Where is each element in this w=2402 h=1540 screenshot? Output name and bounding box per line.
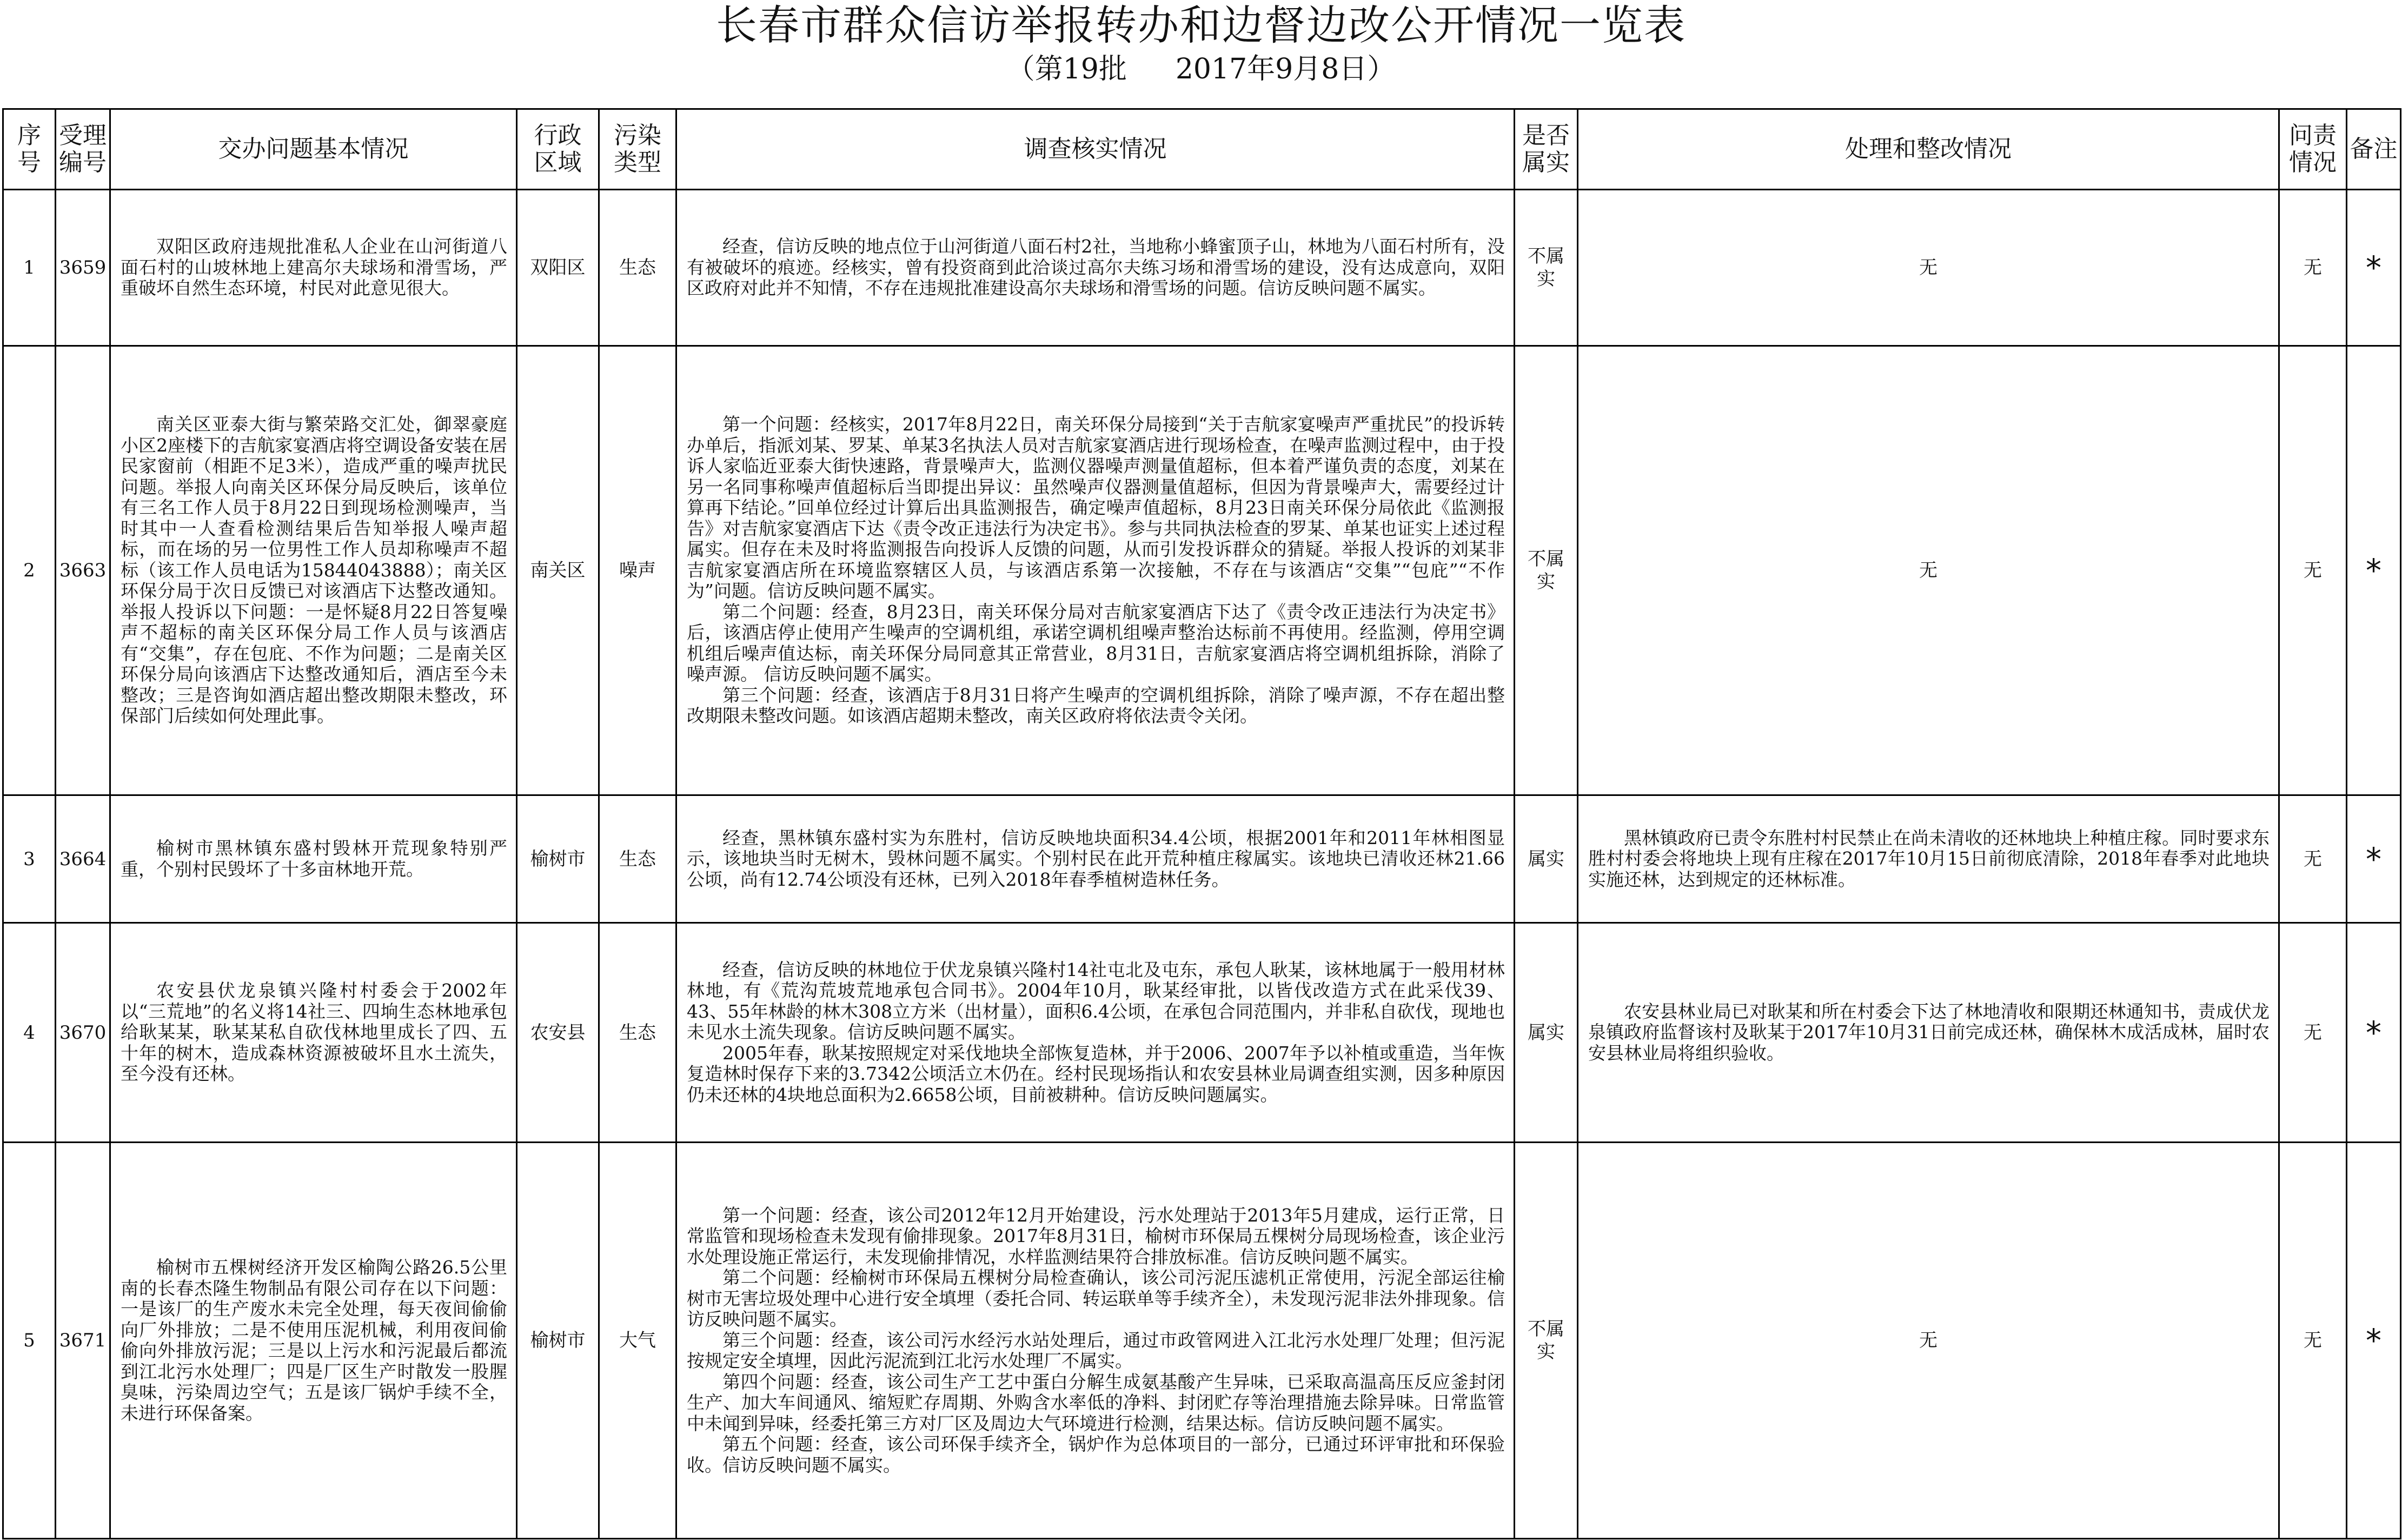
cell-region: 南关区 bbox=[517, 346, 599, 795]
header-remarks: 备注 bbox=[2347, 109, 2401, 190]
cell-acceptance-no: 3670 bbox=[56, 923, 110, 1143]
cell-verified: 属实 bbox=[1515, 795, 1578, 923]
cell-seq: 5 bbox=[3, 1143, 56, 1539]
cell-problem: 双阳区政府违规批准私人企业在山河街道八面石村的山坡林地上建高尔夫球场和滑雪场，严重破坏自然生态环境，村民对此意见很大。 bbox=[110, 190, 517, 346]
header-pollution-type: 污染 类型 bbox=[599, 109, 676, 190]
cell-accountability: 无 bbox=[2279, 795, 2347, 923]
cell-accountability: 无 bbox=[2279, 346, 2347, 795]
cell-verified: 不属 实 bbox=[1515, 190, 1578, 346]
batch-label: （第19批 bbox=[1006, 53, 1127, 85]
cell-remark: * bbox=[2347, 1143, 2401, 1539]
cell-investigation: 经查，信访反映的林地位于伏龙泉镇兴隆村14社屯北及屯东，承包人耿某，该林地属于一般用材林林地，有《荒沟荒坡荒地承包合同书》。2004年10月，耿某经审批，以皆伐改造方式在此采伐39、43、55年林龄的林木308立方米（出材量），面积6.4公顷，在承包合同范围内，并非私自砍伐，现地也未见水土流失现象。信访反映问题不属实。 2005年春，耿某按照规定对采伐地块全部恢复造林，并于2006、2007年予以补植或重造，当年恢复造林时保存下来的3.7342公顷活立木仍在。经村民现场指认和农安县林业局调查组实测，因多种原因仍未还林的4块地总面积为2.6658公顷，目前被耕种。信访反映问题属实。 bbox=[676, 923, 1515, 1143]
cell-verified: 不属 实 bbox=[1515, 346, 1578, 795]
header-investigation: 调查核实情况 bbox=[676, 109, 1515, 190]
cell-region: 双阳区 bbox=[517, 190, 599, 346]
page-title: 长春市群众信访举报转办和边督边改公开情况一览表 bbox=[716, 1, 1686, 49]
cell-accountability: 无 bbox=[2279, 190, 2347, 346]
cell-pollution-type: 噪声 bbox=[599, 346, 676, 795]
cell-pollution-type: 生态 bbox=[599, 795, 676, 923]
cell-pollution-type: 生态 bbox=[599, 190, 676, 346]
cell-seq: 4 bbox=[3, 923, 56, 1143]
cell-problem: 榆树市五棵树经济开发区榆陶公路26.5公里南的长春杰隆生物制品有限公司存在以下问题：一是该厂的生产废水未完全处理，每天夜间偷偷向厂外排放；二是不使用压泥机械，利用夜间偷偷向外排放污泥；三是以上污水和污泥最后都流到江北污水处理厂；四是厂区生产时散发一股腥臭味，污染周边空气；五是该厂锅炉手续不全，未进行环保备案。 bbox=[110, 1143, 517, 1539]
table-row bbox=[3, 923, 2401, 1143]
header-problem: 交办问题基本情况 bbox=[110, 109, 517, 190]
cell-region: 榆树市 bbox=[517, 795, 599, 923]
page-subtitle bbox=[0, 52, 2402, 87]
table-row bbox=[3, 795, 2401, 923]
table-row bbox=[3, 346, 2401, 795]
cell-seq: 2 bbox=[3, 346, 56, 795]
cell-remark: * bbox=[2347, 795, 2401, 923]
header-acceptance-no: 受理 编号 bbox=[56, 109, 110, 190]
cell-handling: 无 bbox=[1578, 346, 2279, 795]
cell-investigation: 经查，黑林镇东盛村实为东胜村，信访反映地块面积34.4公顷，根据2001年和2011年林相图显示，该地块当时无树木，毁林问题不属实。个别村民在此开荒种植庄稼属实。该地块已清收还林21.66公顷，尚有12.74公顷没有还林，已列入2018年春季植树造林任务。 bbox=[676, 795, 1515, 923]
cell-handling: 黑林镇政府已责令东胜村村民禁止在尚未清收的还林地块上种植庄稼。同时要求东胜村村委会将地块上现有庄稼在2017年10月15日前彻底清除，2018年春季对此地块实施还林，达到规定的还林标准。 bbox=[1578, 795, 2279, 923]
cell-pollution-type: 大气 bbox=[599, 1143, 676, 1539]
cell-region: 农安县 bbox=[517, 923, 599, 1143]
cell-handling: 无 bbox=[1578, 190, 2279, 346]
cell-acceptance-no: 3663 bbox=[56, 346, 110, 795]
header-row bbox=[3, 109, 2401, 190]
cell-seq: 3 bbox=[3, 795, 56, 923]
cell-pollution-type: 生态 bbox=[599, 923, 676, 1143]
date-label: 2017年9月8日） bbox=[1175, 53, 1396, 85]
cell-accountability: 无 bbox=[2279, 1143, 2347, 1539]
cell-remark: * bbox=[2347, 923, 2401, 1143]
cell-handling: 农安县林业局已对耿某和所在村委会下达了林地清收和限期还林通知书，责成伏龙泉镇政府监督该村及耿某于2017年10月31日前完成还林，确保林木成活成林，届时农安县林业局将组织验收。 bbox=[1578, 923, 2279, 1143]
cell-region: 榆树市 bbox=[517, 1143, 599, 1539]
cell-verified: 不属 实 bbox=[1515, 1143, 1578, 1539]
header-region: 行政 区域 bbox=[517, 109, 599, 190]
cell-acceptance-no: 3671 bbox=[56, 1143, 110, 1539]
cell-investigation: 第一个问题：经核实，2017年8月22日，南关环保分局接到“关于吉航家宴噪声严重扰民”的投诉转办单后，指派刘某、罗某、单某3名执法人员对吉航家宴酒店进行现场检查，在噪声监测过程中，由于投诉人家临近亚泰大街快速路，背景噪声大，监测仪器噪声测量值超标，但本着严谨负责的态度，刘某在另一名同事称噪声值超标后当即提出异议：虽然噪声仪器测量值超标，但因为背景噪声大，需要经过计算再下结论。”回单位经过计算后出具监测报告，确定噪声值超标，8月23日南关环保分局依此《监测报告》对吉航家宴酒店下达《责令改正违法行为决定书》。参与共同执法检查的罗某、单某也证实上述过程属实。但存在未及时将监测报告向投诉人反馈的问题，从而引发投诉群众的猜疑。举报人投诉的刘某非吉航家宴酒店所在环境监察辖区人员，与该酒店系第一次接触，不存在与该酒店“交集”“包庇”“不作为”问题。信访反映问题不属实。 第二个问题：经查，8月23日，南关环保分局对吉航家宴酒店下达了《责令改正违法行为决定书》后，该酒店停止使用产生噪声的空调机组，承诺空调机组噪声整治达标前不再使用。经监测，停用空调机组后噪声值达标，南关环保分局同意其正常营业，8月31日，吉航家宴酒店将空调机组拆除，消除了噪声源。 信访反映问题不属实。 第三个问题：经查，该酒店于8月31日将产生噪声的空调机组拆除，消除了噪声源，不存在超出整改期限未整改问题。如该酒店超期未整改，南关区政府将依法责令关闭。 bbox=[676, 346, 1515, 795]
header-verified: 是否 属实 bbox=[1515, 109, 1578, 190]
cell-remark: * bbox=[2347, 346, 2401, 795]
cell-verified: 属实 bbox=[1515, 923, 1578, 1143]
cell-investigation: 第一个问题：经查，该公司2012年12月开始建设，污水处理站于2013年5月建成，运行正常，日常监管和现场检查未发现有偷排现象。2017年8月31日，榆树市环保局五棵树分局现场检查，该企业污水处理设施正常运行，未发现偷排情况，水样监测结果符合排放标准。信访反映问题不属实。 第二个问题：经榆树市环保局五棵树分局检查确认，该公司污泥压滤机正常使用，污泥全部运往榆树市无害垃圾处理中心进行安全填埋（委托合同、转运联单等手续齐全），未发现污泥非法外排现象。信访反映问题不属实。 第三个问题：经查，该公司污水经污水站处理后，通过市政管网进入江北污水处理厂处理；但污泥按规定安全填埋，因此污泥流到江北污水处理厂不属实。 第四个问题：经查，该公司生产工艺中蛋白分解生成氨基酸产生异味，已采取高温高压反应釜封闭生产、加大车间通风、缩短贮存周期、外购含水率低的净料、封闭贮存等治理措施去除异味。日常监管中未闻到异味，经委托第三方对厂区及周边大气环境进行检测，结果达标。信访反映问题不属实。 第五个问题：经查，该公司环保手续齐全，锅炉作为总体项目的一部分，已通过环评审批和环保验收。信访反映问题不属实。 bbox=[676, 1143, 1515, 1539]
report-table bbox=[2, 108, 2401, 1539]
cell-problem: 农安县伏龙泉镇兴隆村村委会于2002年以“三荒地”的名义将14社三、四垧生态林地承包给耿某某，耿某某私自砍伐林地里成长了四、五十年的树木，造成森林资源被破坏且水土流失，至今没有还林。 bbox=[110, 923, 517, 1143]
cell-problem: 榆树市黑林镇东盛村毁林开荒现象特别严重，个别村民毁坏了十多亩林地开荒。 bbox=[110, 795, 517, 923]
cell-problem: 南关区亚泰大街与繁荣路交汇处，御翠豪庭小区2座楼下的吉航家宴酒店将空调设备安装在居民家窗前（相距不足3米），造成严重的噪声扰民问题。举报人向南关区环保分局反映后，该单位有三名工作人员于8月22日到现场检测噪声，当时其中一人查看检测结果后告知举报人噪声超标，而在场的另一位男性工作人员却称噪声不超标（该工作人员电话为15844043888）；南关区环保分局于次日反馈已对该酒店下达整改通知。举报人投诉以下问题：一是怀疑8月22日答复噪声不超标的南关区环保分局工作人员与该酒店有“交集”，存在包庇、不作为问题；二是南关区环保分局向该酒店下达整改通知后，酒店至今未整改；三是咨询如酒店超出整改期限未整改，环保部门后续如何处理此事。 bbox=[110, 346, 517, 795]
header-accountability: 问责 情况 bbox=[2279, 109, 2347, 190]
cell-acceptance-no: 3664 bbox=[56, 795, 110, 923]
cell-accountability: 无 bbox=[2279, 923, 2347, 1143]
cell-seq: 1 bbox=[3, 190, 56, 346]
cell-remark: * bbox=[2347, 190, 2401, 346]
table-row bbox=[3, 190, 2401, 346]
table-row bbox=[3, 1143, 2401, 1539]
cell-investigation: 经查，信访反映的地点位于山河街道八面石村2社，当地称小蜂蜜顶子山，林地为八面石村所有，没有被破坏的痕迹。经核实，曾有投资商到此洽谈过高尔夫练习场和滑雪场的建设，没有达成意向，双阳区政府对此并不知情，不存在违规批准建设高尔夫球场和滑雪场的问题。信访反映问题不属实。 bbox=[676, 190, 1515, 346]
header-handling: 处理和整改情况 bbox=[1578, 109, 2279, 190]
cell-acceptance-no: 3659 bbox=[56, 190, 110, 346]
cell-handling: 无 bbox=[1578, 1143, 2279, 1539]
header-seq: 序 号 bbox=[3, 109, 56, 190]
